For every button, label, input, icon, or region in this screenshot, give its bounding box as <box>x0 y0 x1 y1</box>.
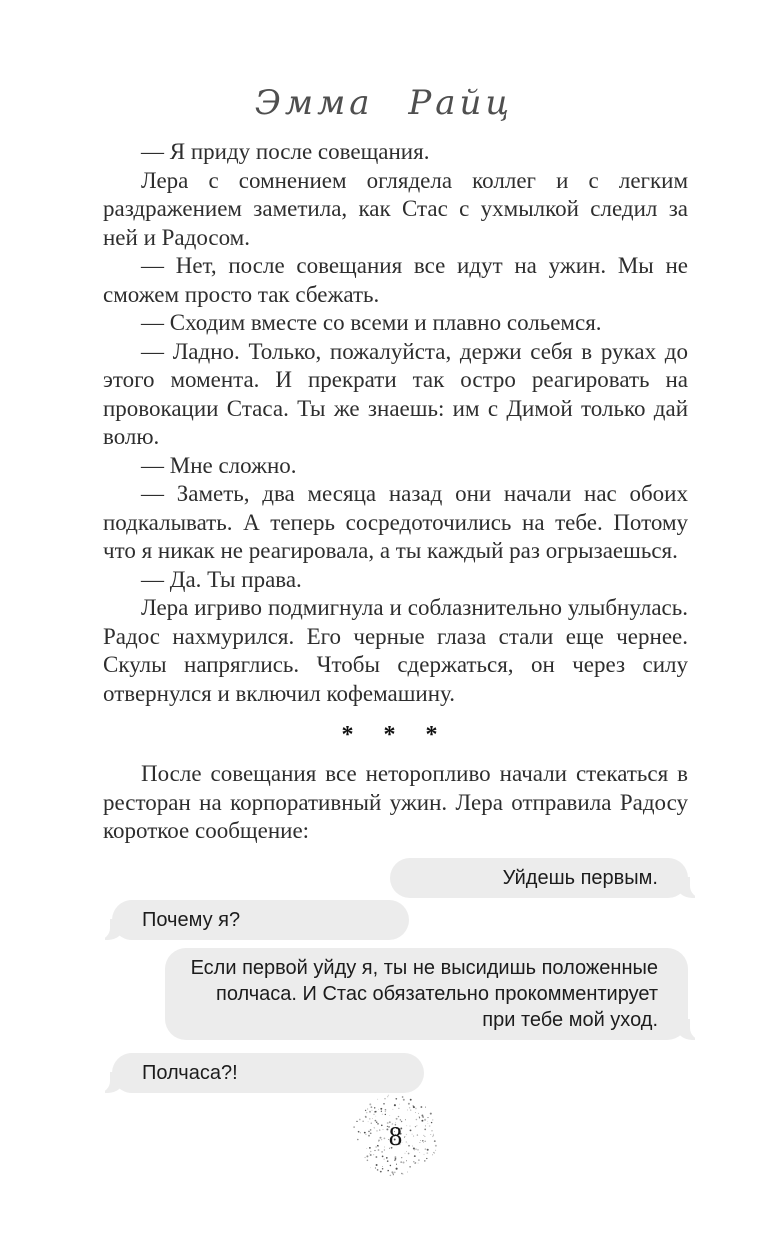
paragraph: После совещания все неторопливо начали стекаться в ресторан на корпоративный ужин. Лера отправила Радосу короткое сообщение: <box>103 761 688 843</box>
section-divider: * * * <box>341 722 450 748</box>
running-header-author: Эмма Райц <box>254 83 514 123</box>
paragraph: — Мне сложно. <box>141 452 297 478</box>
page-footer <box>103 1091 688 1181</box>
paragraph: Лера игриво подмигнула и соблазнительно улыбнулась. Радос нахмурился. Его черные глаза стали еще чернее. Скулы напряглись. Чтобы сдержаться, он через силу отвернулся и включил кофемашину. <box>103 595 688 706</box>
chat-conversation <box>103 855 688 1093</box>
chat-bubble-incoming: Почему я? <box>112 900 409 940</box>
chat-bubble-outgoing: Если первой уйду я, ты не высидишь положенные полчаса. И Стас обязательно прокомментирует при тебе мой уход. <box>165 948 688 1040</box>
paragraph: — Нет, после совещания все идут на ужин. Мы не сможем просто так сбежать. <box>103 253 688 307</box>
paragraph: Лера с сомнением оглядела коллег и с легким раздражением заметила, как Стас с ухмылкой следил за ней и Радосом. <box>103 167 688 250</box>
chat-bubble-incoming: Полчаса?! <box>112 1053 424 1093</box>
paragraph: — Ладно. Только, пожалуйста, держи себя в руках до этого момента. И прекрати так остро реагировать на провокации Стаса. Ты же знаешь: им с Димой только дай волю. <box>103 338 688 449</box>
page-number: 8 <box>388 1120 403 1151</box>
paragraph: — Я приду после совещания. <box>141 139 430 164</box>
chat-bubble-outgoing: Уйдешь первым. <box>390 858 688 898</box>
paragraph: — Заметь, два месяца назад они начали нас обоих подкалывать. А теперь сосредоточились на тебе. Потому что я никак не реагировала, а ты каждый раз огрызаешься. <box>103 481 688 563</box>
page-number-ornament <box>351 1091 441 1181</box>
body-text <box>103 138 688 846</box>
paragraph: — Сходим вместе со всеми и плавно сольемся. <box>141 310 602 335</box>
paragraph: — Да. Ты права. <box>141 566 302 592</box>
